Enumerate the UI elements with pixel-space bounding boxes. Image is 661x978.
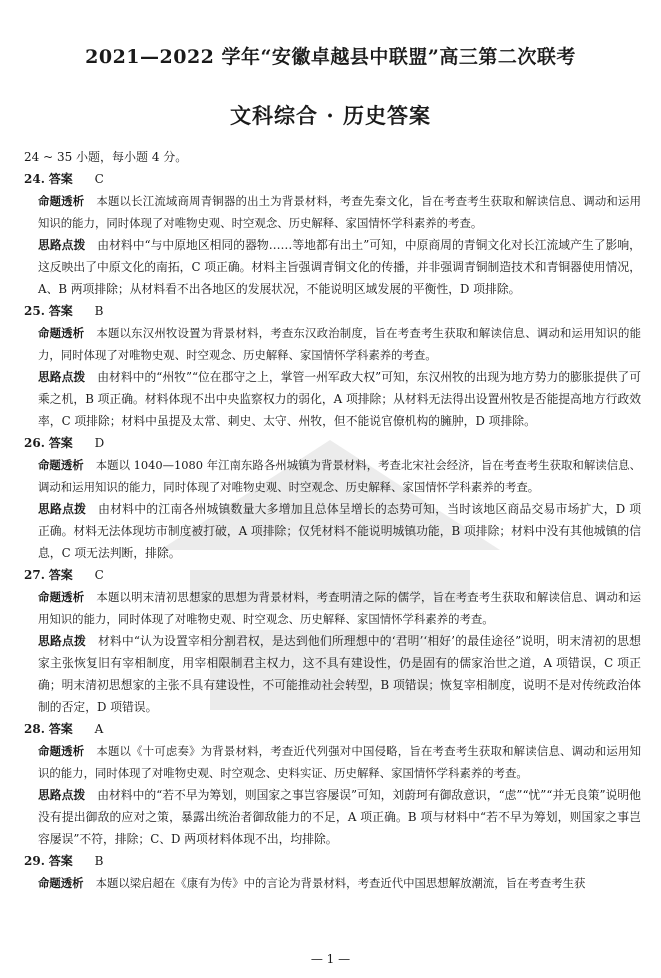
hint-paragraph xyxy=(24,630,641,718)
analysis-paragraph xyxy=(24,454,641,498)
question-24 xyxy=(24,168,641,300)
question-header xyxy=(24,432,641,454)
answer-label: 答案 xyxy=(48,854,73,868)
question-29 xyxy=(24,850,641,894)
hint-label: 思路点拨 xyxy=(38,502,87,516)
hint-text: 由材料中的“若不早为筹划，则国家之事岂容屡误”可知，刘蔚珂有御敌意识，“虑”“忧”“并无良策”说明他没有提出御敌的应对之策，暴露出统治者御敌能力的不足，A 项正确。B 项与材料中“若不早为筹划，则国家之事岂容屡误”不符，排除；C、D 两项材料体现不出，均排除。 xyxy=(38,788,641,846)
question-header xyxy=(24,168,641,190)
question-number: 27. xyxy=(24,568,45,582)
hint-paragraph xyxy=(24,498,641,564)
analysis-paragraph xyxy=(24,190,641,234)
hint-label: 思路点拨 xyxy=(38,238,86,252)
answer-label: 答案 xyxy=(48,304,73,318)
analysis-label: 命题透析 xyxy=(38,744,85,758)
analysis-paragraph xyxy=(24,586,641,630)
answer-label: 答案 xyxy=(48,722,73,736)
page-number: — 1 — xyxy=(310,952,351,966)
analysis-label: 命题透析 xyxy=(38,326,85,340)
answer-value: D xyxy=(94,436,105,450)
answer-value: A xyxy=(94,722,104,736)
analysis-label: 命题透析 xyxy=(38,876,84,890)
question-header xyxy=(24,300,641,322)
question-26 xyxy=(24,432,641,564)
analysis-paragraph xyxy=(24,872,641,894)
question-25 xyxy=(24,300,641,432)
analysis-paragraph xyxy=(24,740,641,784)
hint-paragraph xyxy=(24,234,641,300)
hint-label: 思路点拨 xyxy=(38,788,86,802)
analysis-text: 本题以长江流域商周青铜器的出土为背景材料，考查先秦文化，旨在考查考生获取和解读信息、调动和运用知识的能力，同时体现了对唯物史观、时空观念、历史解释、家国情怀学科素养的考查。 xyxy=(38,194,641,230)
analysis-text: 本题以梁启超在《康有为传》中的言论为背景材料，考查近代中国思想解放潮流，旨在考查考生获 xyxy=(95,876,586,890)
analysis-label: 命题透析 xyxy=(38,590,85,604)
question-number: 28. xyxy=(24,722,45,736)
question-number: 29. xyxy=(24,854,45,868)
hint-text: 由材料中的“州牧”“位在郡守之上，掌管一州军政大权”可知，东汉州牧的出现为地方势力的膨胀提供了可乘之机，B 项正确。材料体现不出中央监察权力的弱化，A 项排除；从材料无法得出设置州牧是否能提高地方行政效率，C 项排除；材料中虽提及太常、刺史、太守、州牧，但不能说官僚机构的臃肿，D 项排除。 xyxy=(38,370,641,428)
hint-paragraph xyxy=(24,784,641,850)
hint-label: 思路点拨 xyxy=(38,634,86,648)
hint-text: 由材料中的江南各州城镇数量大多增加且总体呈增长的态势可知，当时该地区商品交易市场扩大，D 项正确。材料无法体现坊市制度被打破，A 项排除；仅凭材料不能说明城镇功能，B 项排除；材料中没有其他城镇的信息，C 项无法判断，排除。 xyxy=(38,502,641,560)
question-header xyxy=(24,564,641,586)
analysis-text: 本题以明末清初思想家的思想为背景材料，考查明清之际的儒学，旨在考查考生获取和解读信息、调动和运用知识的能力，同时体现了对唯物史观、时空观念、历史解释、家国情怀学科素养的考查。 xyxy=(38,590,641,626)
question-27 xyxy=(24,564,641,718)
analysis-paragraph xyxy=(24,322,641,366)
answer-value: C xyxy=(94,568,104,582)
question-header xyxy=(24,718,641,740)
answer-label: 答案 xyxy=(48,436,73,450)
answer-value: C xyxy=(94,172,104,186)
answer-label: 答案 xyxy=(48,172,73,186)
answer-value: B xyxy=(94,854,104,868)
analysis-text: 本题以 1040—1080 年江南东路各州城镇为背景材料，考查北宋社会经济，旨在考查考生获取和解读信息、调动和运用知识的能力，同时体现了对唯物史观、时空观念、历史解释、家国情怀学科素养的考查。 xyxy=(38,458,641,494)
answer-content xyxy=(24,146,641,894)
hint-label: 思路点拨 xyxy=(38,370,86,384)
hint-text: 材料中“认为设置宰相分割君权，是达到他们所理想中的‘君明’‘相好’的最佳途径”说明，明末清初的思想家主张恢复旧有宰相制度，用宰相限制君主权力，这不具有建设性，仍是固有的儒家治世之道，A 项错误，C 项正确；明末清初思想家的主张不具有建设性，不可能推动社会转型，B 项错误；恢复宰相制度，说明不是对传统政治体制的否定，D 项错误。 xyxy=(38,634,641,714)
hint-paragraph xyxy=(24,366,641,432)
analysis-text: 本题以东汉州牧设置为背景材料，考查东汉政治制度，旨在考查考生获取和解读信息、调动和运用知识的能力，同时体现了对唯物史观、时空观念、历史解释、家国情怀学科素养的考查。 xyxy=(38,326,641,362)
exam-title: 2021—2022 学年“安徽卓越县中联盟”高三第二次联考 xyxy=(85,46,576,68)
exam-subtitle: 文科综合 · 历史答案 xyxy=(230,103,431,128)
question-number: 24. xyxy=(24,172,45,186)
answer-label: 答案 xyxy=(48,568,73,582)
scoring-intro: 24 ~ 35 小题，每小题 4 分。 xyxy=(24,150,188,164)
question-28 xyxy=(24,718,641,850)
analysis-label: 命题透析 xyxy=(38,194,85,208)
hint-text: 由材料中“与中原地区相同的器物……等地都有出土”可知，中原商周的青铜文化对长江流域产生了影响，这反映出了中原文化的南拓，C 项正确。材料主旨强调青铜文化的传播，并非强调青铜制造技术和青铜器使用情况，A、B 两项排除；从材料看不出各地区的发展状况，不能说明区域发展的平衡性，D 项排除。 xyxy=(38,238,641,296)
question-number: 26. xyxy=(24,436,45,450)
answer-value: B xyxy=(94,304,104,318)
analysis-text: 本题以《十可虑奏》为背景材料，考查近代列强对中国侵略，旨在考查考生获取和解读信息、调动和运用知识的能力，同时体现了对唯物史观、时空观念、史料实证、历史解释、家国情怀学科素养的考查。 xyxy=(38,744,641,780)
question-number: 25. xyxy=(24,304,45,318)
question-header xyxy=(24,850,641,872)
analysis-label: 命题透析 xyxy=(38,458,84,472)
